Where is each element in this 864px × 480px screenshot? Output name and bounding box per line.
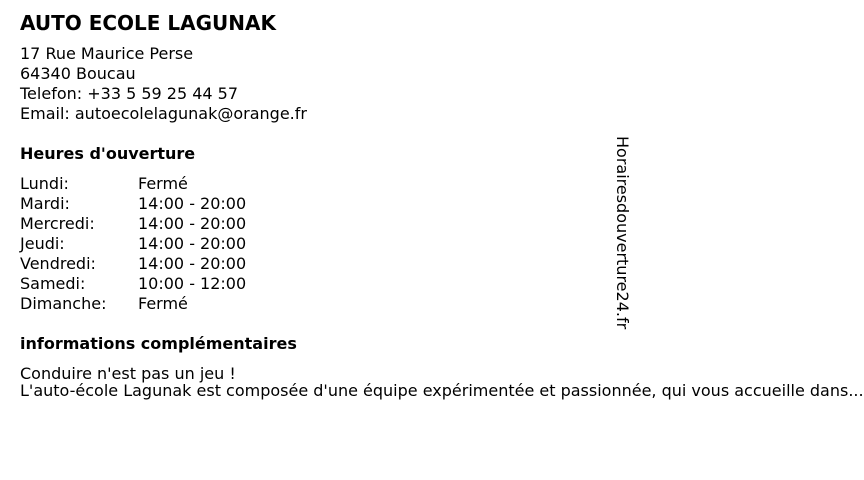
day-label: Lundi: — [20, 174, 69, 193]
hours-value: 14:00 - 20:00 — [138, 214, 247, 233]
day-label: Jeudi: — [20, 234, 65, 253]
city-postal: 64340 Boucau — [20, 64, 136, 83]
street-address: 17 Rue Maurice Perse — [20, 44, 194, 63]
hours-row-thursday — [20, 234, 246, 254]
day-label: Dimanche: — [20, 294, 107, 313]
hours-value: 14:00 - 20:00 — [138, 234, 247, 253]
hours-value: Fermé — [138, 294, 188, 313]
day-label: Vendredi: — [20, 254, 96, 273]
day-label: Mardi: — [20, 194, 70, 213]
hours-value: 10:00 - 12:00 — [138, 274, 247, 293]
hours-row-tuesday — [20, 194, 246, 214]
info-text-line-2: L'auto-école Lagunak est composée d'une équipe expérimentée et passionnée, qui vous accueille dans... — [20, 381, 864, 400]
additional-info-title: informations complémentaires — [20, 334, 297, 353]
info-text-line-1: Conduire n'est pas un jeu ! — [20, 364, 236, 383]
hours-row-wednesday — [20, 214, 246, 234]
hours-row-saturday — [20, 274, 246, 294]
email-address: Email: autoecolelagunak@orange.fr — [20, 104, 307, 123]
hours-row-sunday — [20, 294, 246, 314]
hours-value: 14:00 - 20:00 — [138, 194, 247, 213]
business-name: AUTO ECOLE LAGUNAK — [20, 11, 277, 35]
opening-hours-title: Heures d'ouverture — [20, 144, 196, 163]
additional-info-text — [20, 364, 864, 400]
day-label: Samedi: — [20, 274, 86, 293]
hours-value: Fermé — [138, 174, 188, 193]
opening-hours-table — [20, 174, 246, 314]
day-label: Mercredi: — [20, 214, 95, 233]
business-address-block — [20, 44, 307, 124]
phone-number: Telefon: +33 5 59 25 44 57 — [20, 84, 239, 103]
site-watermark: Horairesdouverture24.fr — [613, 136, 632, 330]
hours-value: 14:00 - 20:00 — [138, 254, 247, 273]
hours-row-friday — [20, 254, 246, 274]
hours-row-monday — [20, 174, 246, 194]
